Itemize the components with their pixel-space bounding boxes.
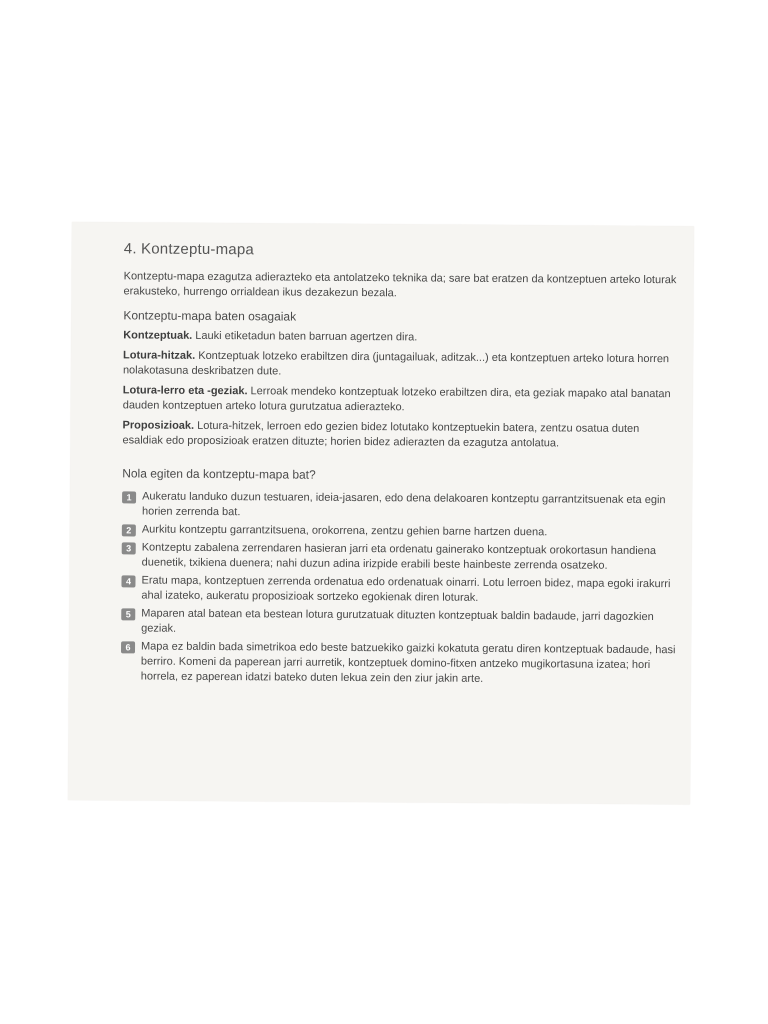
section-title: 4. Kontzeptu-mapa [123,240,255,259]
component-term: Lotura-lerro eta -geziak. [122,384,248,398]
document-content [121,240,684,691]
step-number-badge: 4 [121,575,135,587]
step-text: Aurkitu kontzeptu garrantzitsuena, orokorrena, zentzu gehien barne hartzen duena. [141,523,548,539]
step-text: Maparen atal batean eta bestean lotura gurutzatuak dituzten kontzeptuak baldin badaude, jarri dagozkien geziak. [141,607,654,635]
step-item [121,639,681,688]
component-description: Kontzeptuak lotzeko erabiltzen dira (juntagailuak, aditzak...) eta kontzeptuen arteko lotura horren nolakotasuna deskribatzen dute. [122,349,670,378]
document-sheet [68,222,694,804]
component-description: Lotura-hitzek, lerroen edo gezien bidez lotutako kontzeptuekin batera, zentzu osatua duten esaldiak edo proposizioak eratzen dituzte; horien bidez adierazten da ezagutza antolatua. [122,419,640,450]
step-text: Eratu mapa, kontzeptuen zerrenda ordenatua edo ordenatuak oinarri. Lotu lerroen bidez, mapa egoki irakurri ahal izateko, aukeratu proposizioak sortzeko egokienak diren loturak. [141,574,671,604]
step-number-badge: 6 [121,641,135,653]
step-item [121,573,681,607]
step-number-badge: 5 [121,608,135,620]
component-term: Lotura-hitzak. [123,349,196,362]
component-description: Lerroak mendeko kontzeptuak lotzeko erabiltzen dira, eta geziak mapako atal banatan dauden kontzeptuen arteko lotura gurutzatua adierazteko. [122,385,671,414]
step-item [121,606,681,640]
step-item [122,522,682,541]
step-number-badge: 2 [122,524,136,536]
component-item-proposizioak [122,418,682,452]
step-number-badge: 1 [122,491,136,503]
intro-paragraph: Kontzeptu-mapa ezagutza adierazteko eta antolatzeko teknika da; sare bat eratzen da kontzeptuen arteko loturak erakusteko, hurrengo orrialdean ikus dezakezun bezala. [123,270,677,300]
step-number-badge: 3 [122,542,136,554]
step-text: Aukeratu landuko duzun testuaren, ideia-jasaren, edo dena delakoaren kontzeptu garrantzitsuenak eta egin horien zerrenda bat. [141,490,666,519]
step-item [122,489,682,523]
component-item-kontzeptuak [123,328,683,347]
components-heading: Kontzeptu-mapa baten osagaiak [123,308,297,324]
step-item [122,540,682,574]
component-description: Lauki etiketadun baten barruan agertzen dira. [192,329,418,344]
steps-heading: Nola egiten da kontzeptu-mapa bat? [122,466,316,482]
component-term: Kontzeptuak. [123,329,193,342]
component-term: Proposizioak. [122,419,195,432]
step-text: Mapa ez baldin bada simetrikoa edo beste batzuekiko gaizki kokatuta geratu diren kontzeptuak badaude, hasi berriro. Komeni da paperean jarri aurretik, kontzeptuek domino-fitxen antzeko mugikortasuna izatea; hori horrela, ez paperean idatzi bateko duten lekua zein den ziur jakin arte. [140,640,676,685]
steps-list [121,489,682,688]
step-text: Kontzeptu zabalena zerrendaren hasieran jarri eta ordenatu gainerako kontzeptuak orokortasun handiena duenetik, txikiena duenera; nahi duzun adina irizpide erabili beste hainbeste zerrenda osatzeko. [141,541,657,572]
component-item-lotura-lerroak [123,383,683,417]
component-item-lotura-hitzak [123,348,683,382]
